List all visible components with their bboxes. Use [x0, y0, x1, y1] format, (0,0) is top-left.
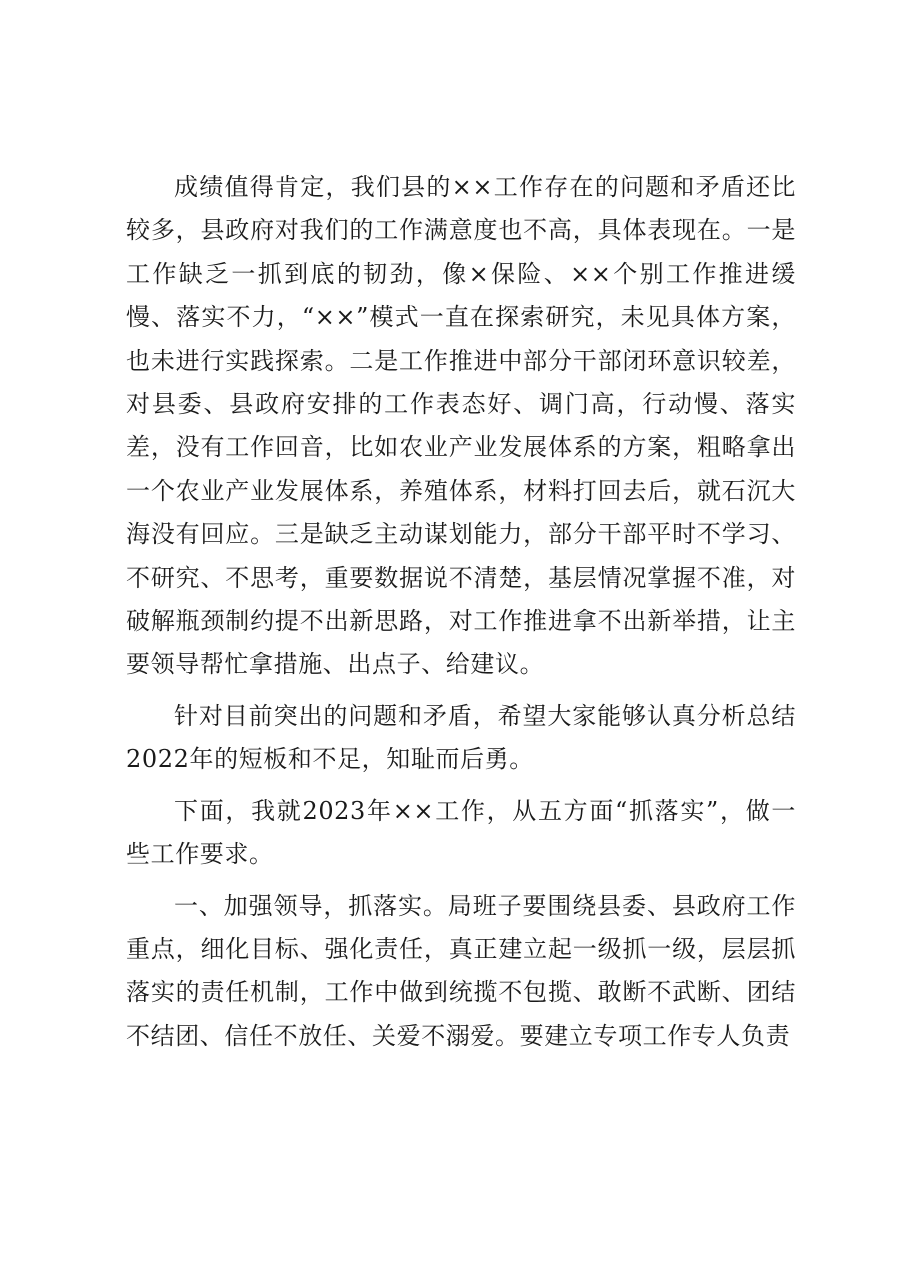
paragraph-problems: 成绩值得肯定，我们县的××工作存在的问题和矛盾还比较多，县政府对我们的工作满意度也不高，具体表现在。一是工作缺乏一抓到底的韧劲，像×保险、××个别工作推进缓慢、落实不力，“××”模式一直在探索研究，未见具体方案，也未进行实践探索。二是工作推进中部分干部闭环意识较差，对县委、县政府安排的工作表态好、调门高，行动慢、落实差，没有工作回音，比如农业产业发展体系的方案，粗略拿出一个农业产业发展体系，养殖体系，材料打回去后，就石沉大海没有回应。三是缺乏主动谋划能力，部分干部平时不学习、不研究、不思考，重要数据说不清楚，基层情况掌握不准，对破解瓶颈制约提不出新思路，对工作推进拿不出新举措，让主要领导帮忙拿措施、出点子、给建议。 [126, 173, 796, 679]
paragraph-leadership: 一、加强领导，抓落实。局班子要围绕县委、县政府工作重点，细化目标、强化责任，真正建立起一级抓一级，层层抓落实的责任机制，工作中做到统揽不包揽、敢断不武断、团结不结团、信任不放任、关爱不溺爱。要建立专项工作专人负责 [126, 891, 796, 1050]
document-body [126, 166, 796, 1066]
paragraph-requirements-intro: 下面，我就2023年××工作，从五方面“抓落实”，做一些工作要求。 [126, 796, 796, 869]
paragraph-analysis: 针对目前突出的问题和矛盾，希望大家能够认真分析总结2022年的短板和不足，知耻而后勇。 [126, 701, 796, 774]
